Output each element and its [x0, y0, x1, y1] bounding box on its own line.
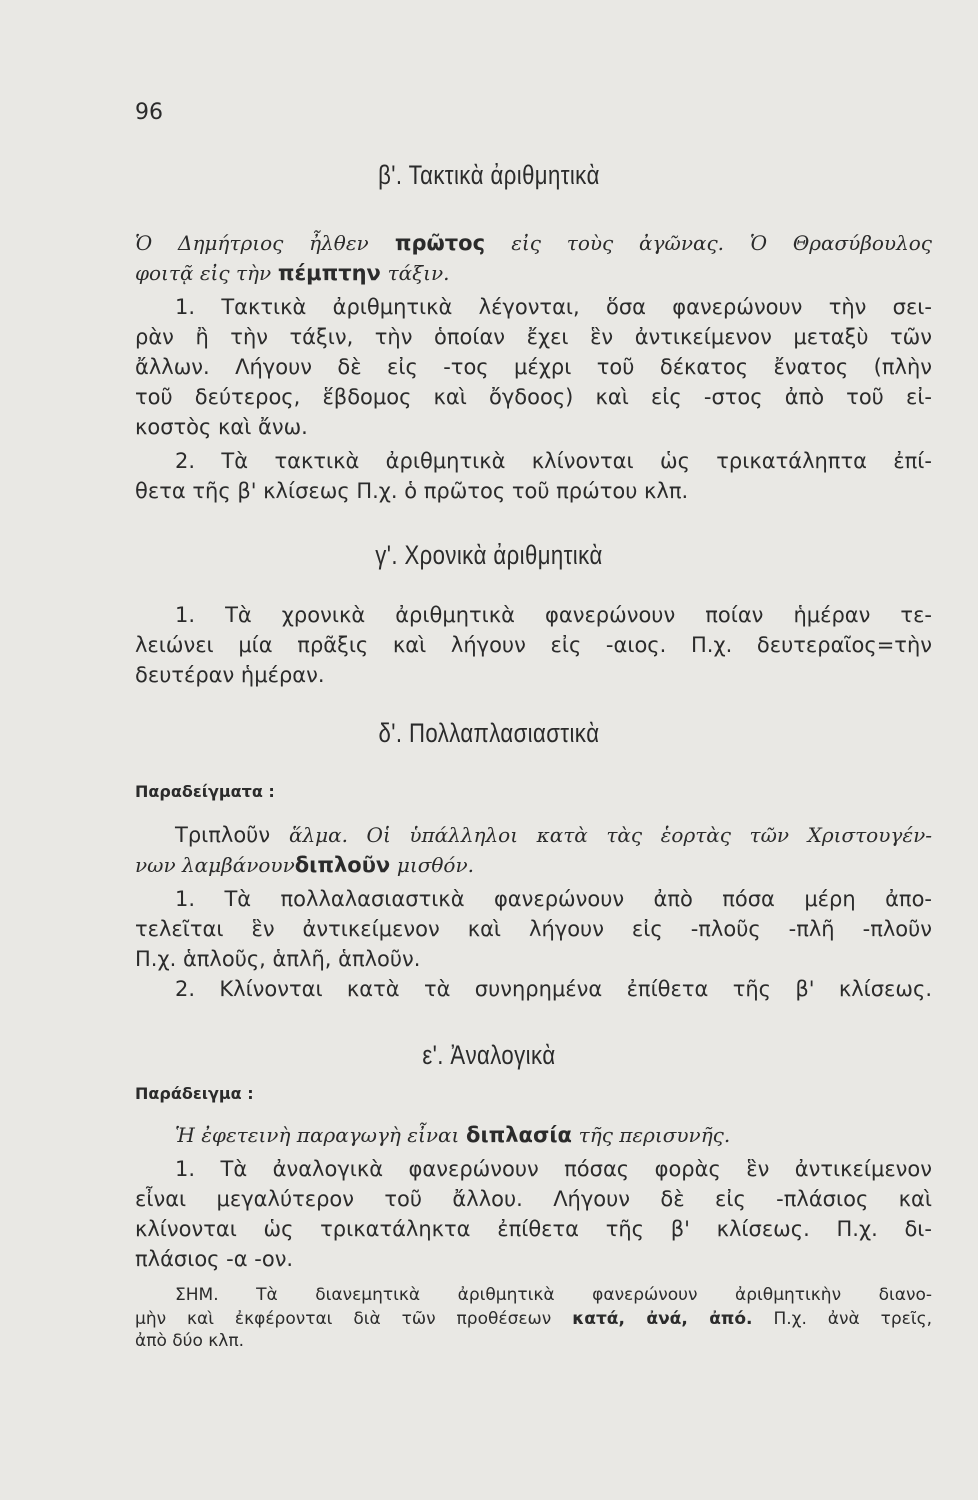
proportional-p1-line-4: πλάσιος -α -ον. [135, 1247, 294, 1271]
temporal-p1-line-2: λειώνει μία πρᾶξις καὶ λήγουν εἰς -αιος. Π.χ. δευτεραῖος=τὴν [135, 633, 932, 657]
multiplicative-p1-line-2: τελεῖται ἓν ἀντικείμενον καὶ λήγουν εἰς -πλοῦς -πλῆ -πλοῦν [135, 917, 932, 941]
ordinal-example-line-2: φοιτᾷ εἰς τὴν πέμπτην τάξιν. [135, 261, 450, 285]
ordinal-p1-line-3: ἄλλων. Λήγουν δὲ εἰς -τος μέχρι τοῦ δέκατος ἔνατος (πλὴν [135, 355, 932, 379]
ordinal-p1-line-1: 1. Τακτικὰ ἀριθμητικὰ λέγονται, ὅσα φανερώνουν τὴν σει- [175, 295, 932, 319]
note-line-3: ἀπὸ δύο κλπ. [135, 1331, 245, 1351]
ordinal-example-line-1: Ὁ Δημήτριος ἦλθεν πρῶτος εἰς τοὺς ἀγῶνας. Ὁ Θρασύβουλος [135, 231, 932, 255]
ordinal-p1-line-5: κοστὸς καὶ ἄνω. [135, 415, 308, 439]
note-line-2: μὴν καὶ ἐκφέρονται διὰ τῶν προθέσεων κατά, ἀνά, ἀπό. Π.χ. ἀνὰ τρεῖς, [135, 1309, 932, 1329]
multiplicative-p1-line-1: 1. Τὰ πολλαλασιαστικὰ φανερώνουν ἀπὸ πόσα μέρη ἀπο- [175, 887, 932, 911]
examples-label: Παραδείγματα : [135, 782, 275, 801]
ordinal-p1-line-4: τοῦ δεύτερος, ἕβδομος καὶ ὄγδοος) καὶ εἰς -στος ἀπὸ τοῦ εἰ- [135, 385, 932, 409]
multiplicative-example-line-2: νων λαμβάνουνδιπλοῦν μισθόν. [135, 853, 474, 877]
ordinal-p1-line-2: ρὰν ἢ τὴν τάξιν, τὴν ὁποίαν ἔχει ἓν ἀντικείμενον μεταξὺ τῶν [135, 325, 932, 349]
multiplicative-p2-line-1: 2. Κλίνονται κατὰ τὰ συνηρημένα ἐπίθετα τῆς β' κλίσεως. [175, 977, 932, 1001]
ordinal-p2-line-1: 2. Τὰ τακτικὰ ἀριθμητικὰ κλίνονται ὡς τρικατάληπτα ἐπί- [175, 449, 932, 473]
example-label: Παράδειγμα : [135, 1084, 254, 1103]
temporal-p1-line-3: δευτέραν ἡμέραν. [135, 663, 325, 687]
proportional-p1-line-1: 1. Τὰ ἀναλογικὰ φανερώνουν πόσας φορὰς ἓν ἀντικείμενον [175, 1157, 932, 1181]
proportional-example-line: Ἡ ἐφετεινὴ παραγωγὴ εἶναι διπλασία τῆς περισυνῆς. [175, 1123, 731, 1147]
proportional-p1-line-3: κλίνονται ὡς τρικατάληκτα ἐπίθετα τῆς β' κλίσεως. Π.χ. δι- [135, 1217, 932, 1241]
proportional-p1-line-2: εἶναι μεγαλύτερον τοῦ ἄλλου. Λήγουν δὲ εἰς -πλάσιος καὶ [135, 1187, 932, 1211]
heading-temporal: γ'. Χρονικὰ ἀριθμητικὰ [375, 540, 603, 570]
temporal-p1-line-1: 1. Τὰ χρονικὰ ἀριθμητικὰ φανερώνουν ποίαν ἡμέραν τε- [175, 603, 932, 627]
heading-multiplicative: δ'. Πολλαπλασιαστικὰ [378, 718, 600, 748]
multiplicative-p1-line-3: Π.χ. ἁπλοῦς, ἁπλῆ, ἁπλοῦν. [135, 947, 421, 971]
heading-proportional: ε'. Ἀναλογικὰ [422, 1040, 556, 1070]
multiplicative-example-line-1: Τριπλοῦν ἅλμα. Οἱ ὑπάλληλοι κατὰ τὰς ἑορτὰς τῶν Χριστουγέν- [175, 823, 932, 847]
ordinal-p2-line-2: θετα τῆς β' κλίσεως Π.χ. ὁ πρῶτος τοῦ πρώτου κλπ. [135, 479, 689, 503]
page-number: 96 [135, 100, 163, 125]
note-line-1: ΣΗΜ. Τὰ διανεμητικὰ ἀριθμητικὰ φανερώνουν ἀριθμητικὴν διανο- [175, 1285, 932, 1305]
heading-ordinal: β'. Τακτικὰ ἀριθμητικὰ [378, 160, 600, 190]
